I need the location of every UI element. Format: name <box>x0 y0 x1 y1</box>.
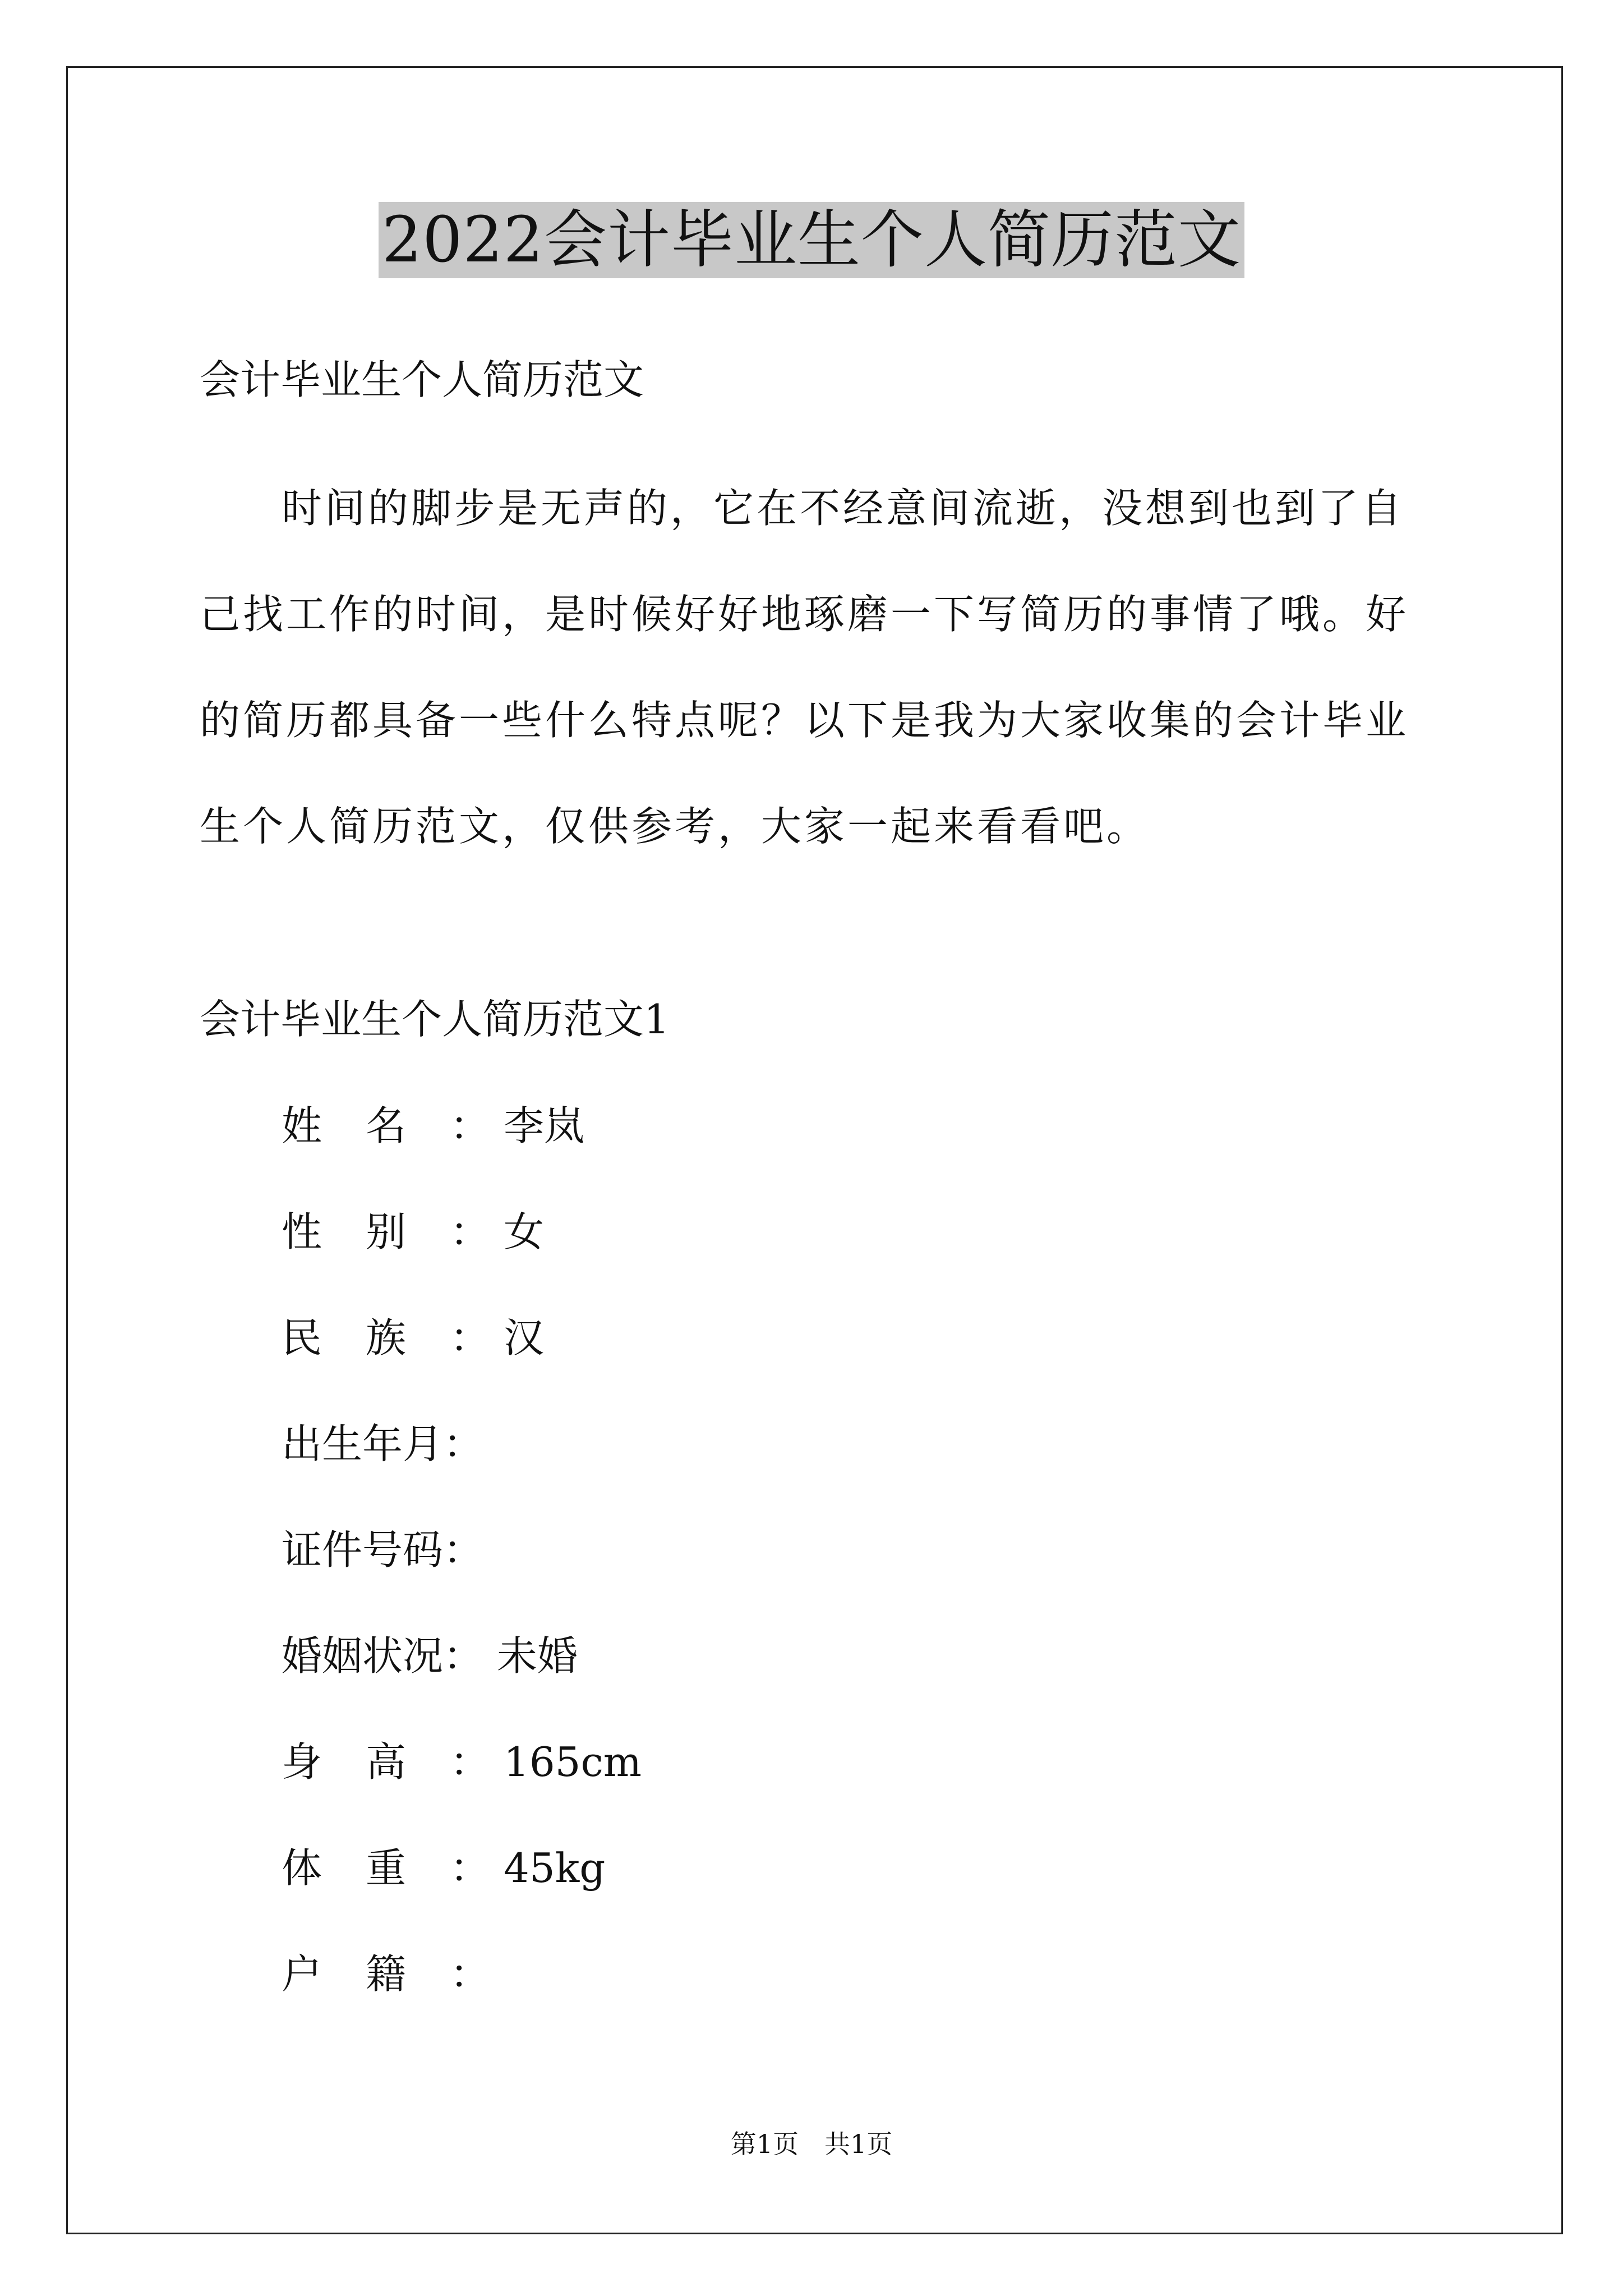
field-value: 45kg <box>504 1844 606 1892</box>
field-value: 165cm <box>504 1738 642 1786</box>
document-title: 2022会计毕业生个人简历范文 <box>379 202 1244 278</box>
field-id-number <box>282 1525 497 1575</box>
field-colon: ： <box>450 1950 491 1998</box>
field-label: 体重 <box>282 1844 450 1892</box>
title-container <box>0 202 1623 278</box>
field-label: 姓名 <box>282 1102 450 1149</box>
page-footer: 第1页 共1页 <box>730 2129 893 2159</box>
field-label: 民族 <box>282 1314 450 1361</box>
field-height <box>282 1737 642 1787</box>
field-colon: ： <box>450 1844 491 1892</box>
field-ethnicity <box>282 1313 544 1363</box>
field-label: 证件号码 <box>282 1526 444 1573</box>
field-value: 李岚 <box>504 1102 585 1149</box>
field-marital-status <box>282 1631 578 1681</box>
field-colon: ： <box>450 1738 491 1786</box>
document-subtitle: 会计毕业生个人简历范文 <box>200 356 644 403</box>
field-household-registration <box>282 1949 504 1999</box>
field-label: 户籍 <box>282 1950 450 1998</box>
field-value: 未婚 <box>497 1632 578 1680</box>
section-heading: 会计毕业生个人简历范文1 <box>200 996 670 1043</box>
field-colon: ： <box>443 1420 484 1467</box>
field-name <box>282 1101 584 1151</box>
intro-paragraph: 时间的脚步是无声的，它在不经意间流逝，没想到也到了自己找工作的时间，是时候好好地琢磨一下写简历的事情了哦。好的简历都具备一些什么特点呢？以下是我为大家收集的会计毕业生个人简历范文，仅供参考，大家一起来看看吧。 <box>200 485 1409 850</box>
field-colon: ： <box>443 1526 484 1573</box>
field-weight <box>282 1843 605 1893</box>
field-value: 汉 <box>504 1314 545 1361</box>
field-label: 性别 <box>282 1208 450 1255</box>
field-label: 出生年月 <box>282 1420 444 1467</box>
field-colon: ： <box>450 1102 491 1149</box>
field-birth-date <box>282 1419 497 1469</box>
field-colon: ： <box>450 1208 491 1255</box>
field-colon: ： <box>450 1314 491 1361</box>
field-label: 婚姻状况 <box>282 1632 444 1680</box>
field-value: 女 <box>504 1208 545 1255</box>
field-label: 身高 <box>282 1738 450 1786</box>
field-colon: ： <box>443 1632 484 1680</box>
field-gender <box>282 1207 544 1257</box>
